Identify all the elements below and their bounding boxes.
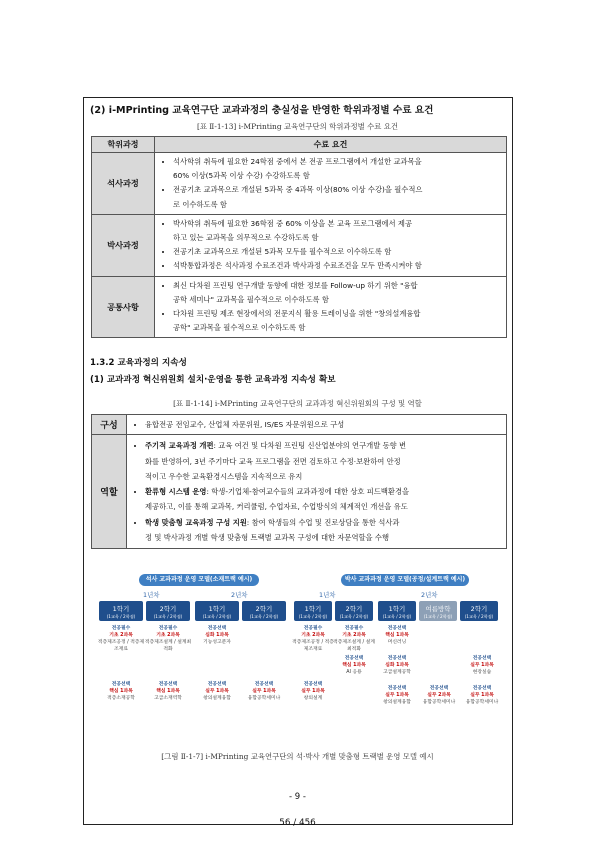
role-bold: 주기적 교육과정 개편 (145, 441, 214, 451)
table-caption-14: [표 Ⅱ-1-14] i-MPrinting 교육연구단의 교과과정 혁신위원회의 구성 및 역할 (173, 399, 422, 408)
course-block: 전공선택 핵심 1과목 적층소재공학 (107, 682, 135, 701)
list-item: • 석사학위 취득에 필요한 24학점 중에서 본 전공 프로그램에서 개설한 교과목을 (173, 155, 500, 169)
role-item-3 (145, 515, 500, 530)
semester-box: 2학기 (1교육 / 2학점) (335, 601, 373, 621)
year-label: 2년차 (231, 591, 248, 599)
list-item: • 전공기초 교과목으로 개설된 5과목 모두를 필수적으로 이수하도록 함 (173, 245, 500, 259)
course-block: 전공선택 실무 1과목 창의설계 (301, 682, 325, 701)
page-counter: 56 / 456 (279, 818, 316, 828)
course-block: 전공선택 핵심 1과목 AI 응용 (342, 656, 366, 675)
row-label-common: 공통사항 (92, 276, 155, 338)
role-item-1 (145, 438, 500, 453)
role-cont: 적이고 우수한 교육환경시스템을 지속적으로 유지 (145, 471, 303, 481)
section-subheading-committee: (1) 교과과정 혁신위원회 설치·운영을 통한 교육과정 지속성 확보 (90, 375, 336, 385)
role-cont: 정 및 박사과정 개별 학생 맞춤형 트랙별 교과목 구성에 대한 자문역할을 수행 (145, 533, 390, 543)
page-number: - 9 - (289, 792, 306, 802)
course-block: 전공선택 핵심 1과목 머신러닝 (385, 626, 409, 645)
course-block: 전공선택 실무 1과목 창의설계융합 (203, 682, 231, 701)
completion-requirements-table (91, 136, 507, 338)
list-item: • 전공기초 교과목으로 개설된 5과목 중 4과목 이상(80% 이상 수강)을 필수적으 (173, 183, 500, 197)
header-requirement: 수료 요건 (155, 137, 507, 153)
semester-box: 1학기 (1교육 / 2학점) (195, 601, 239, 621)
list-item: • 박사학위 취득에 필요한 36학점 중 60% 이상을 본 교육 프로그램에서 제공 (173, 217, 500, 231)
semester-box: 2학기 (1교육 / 2학점) (242, 601, 286, 621)
semester-box: 1학기 (1교육 / 2학점) (294, 601, 332, 621)
section-heading-completion-requirements: (2) i-MPrinting 교육연구단 교과과정의 충실성을 반영한 학위과정별 수료 요건 (90, 105, 434, 116)
list-item-cont: 하고 있는 교과목을 의무적으로 수강하도록 함 (173, 233, 319, 243)
list-item-cont: 공학 세미나" 교과목을 필수적으로 이수하도록 함 (173, 294, 329, 304)
row-label-masters: 석사과정 (92, 153, 155, 215)
row-label-role: 역할 (92, 435, 127, 549)
year-label: 1년차 (319, 591, 336, 599)
year-label: 1년차 (143, 591, 160, 599)
semester-box: 1학기 (1교육 / 2학점) (378, 601, 416, 621)
figure-caption: [그림 Ⅱ-1-7] i-MPrinting 교육연구단의 석·박사 개별 맞춤형 트랙별 운영 모델 예시 (161, 752, 434, 761)
year-label: 2년차 (421, 591, 438, 599)
section-heading-continuity: 1.3.2 교육과정의 지속성 (90, 358, 187, 368)
list-item: • 최신 다차원 프린팅 연구개발 동향에 대한 정보를 Follow-up 하기 위한 "융합 (173, 279, 500, 293)
semester-box: 1학기 (1교육 / 2학점) (99, 601, 143, 621)
role-bold: 학생 맞춤형 교육과정 구성 지원 (145, 517, 247, 527)
semester-box: 2학기 (1교육 / 2학점) (460, 601, 498, 621)
header-degree: 학위과정 (92, 137, 155, 153)
row-label-phd: 박사과정 (92, 214, 155, 276)
course-block: 전공필수 기초 2과목 적층제조설계 / 설계최적화 (333, 626, 375, 652)
list-item-cont: 공학" 교과목을 필수적으로 이수하도록 함 (173, 323, 306, 333)
course-block: 전공선택 심화 1과목 고급설계공학 (383, 656, 411, 675)
course-block: 전공선택 실무 1과목 융합공학세미나 (465, 686, 499, 705)
course-block: 전공선택 실무 1과목 창의설계융합 (383, 686, 411, 705)
curriculum-model-figure (91, 571, 503, 741)
left-model-title: 석사 교과과정 운영 모델(소재트랙 예시) (139, 574, 259, 586)
course-block: 전공필수 기초 2과목 적층제조공정 / 적층제조재료 (292, 626, 334, 652)
role-text: : 학생-기업체-참여교수들의 교과과정에 대한 상호 피드백환경을 (206, 487, 410, 497)
course-block: 전공필수 기초 2과목 적층제조공정 / 적층제조재료 (97, 626, 145, 652)
role-text: : 참여 학생들의 수업 및 진로상담을 통한 석사과 (246, 517, 400, 527)
role-cont: 제공하고, 이를 통해 교과목, 커리큘럼, 수업자료, 수업방식의 체계적인 개선을 유도 (145, 502, 408, 512)
role-bold: 환류형 시스템 운영 (145, 487, 207, 497)
course-block: 전공선택 실무 2과목 융합공학세미나 (422, 686, 456, 705)
course-block: 전공필수 기초 2과목 적층제조설계 / 설계최적화 (144, 626, 192, 652)
committee-table (91, 414, 507, 549)
course-block: 전공선택 심화 1과목 기능성고분자 (203, 626, 231, 645)
row-label-composition: 구성 (92, 415, 127, 435)
table-caption-13: [표 Ⅱ-1-13] i-MPrinting 교육연구단의 학위과정별 수료 요건 (196, 122, 399, 131)
composition-text: • 융합전공 전임교수, 산업체 자문위원, IS/ES 자문위원으로 구성 (145, 417, 500, 432)
semester-box: 여름방학 (1교육 / 2학점) (419, 601, 457, 621)
right-model-title: 박사 교과과정 운영 모델(공정/설계트랙 예시) (341, 574, 469, 586)
role-cont: 화를 반영하여, 3년 주기마다 교육 프로그램을 전면 검토하고 수정·보완하여 안정 (145, 456, 401, 466)
course-block: 전공선택 실무 1과목 융합공학세미나 (247, 682, 281, 701)
course-block: 전공선택 핵심 1과목 고급소재역학 (154, 682, 182, 701)
semester-box: 2학기 (1교육 / 2학점) (146, 601, 190, 621)
role-text: : 교육 여건 및 다차원 프린팅 신산업분야의 연구개발 동향 변 (213, 441, 407, 451)
role-item-2 (145, 484, 500, 499)
list-item-cont: 로 이수하도록 함 (173, 199, 227, 209)
list-item: • 다차원 프린팅 제조 현장에서의 전문지식 활용 트레이닝을 위한 "창의설계융합 (173, 307, 500, 321)
list-item: • 석박통합과정은 석사과정 수료조건과 박사과정 수료조건을 모두 만족시켜야 함 (173, 259, 500, 273)
course-block: 전공선택 실무 1과목 현장실습 (470, 656, 494, 675)
list-item-cont: 60% 이상(5과목 이상 수강) 수강하도록 함 (173, 171, 310, 181)
